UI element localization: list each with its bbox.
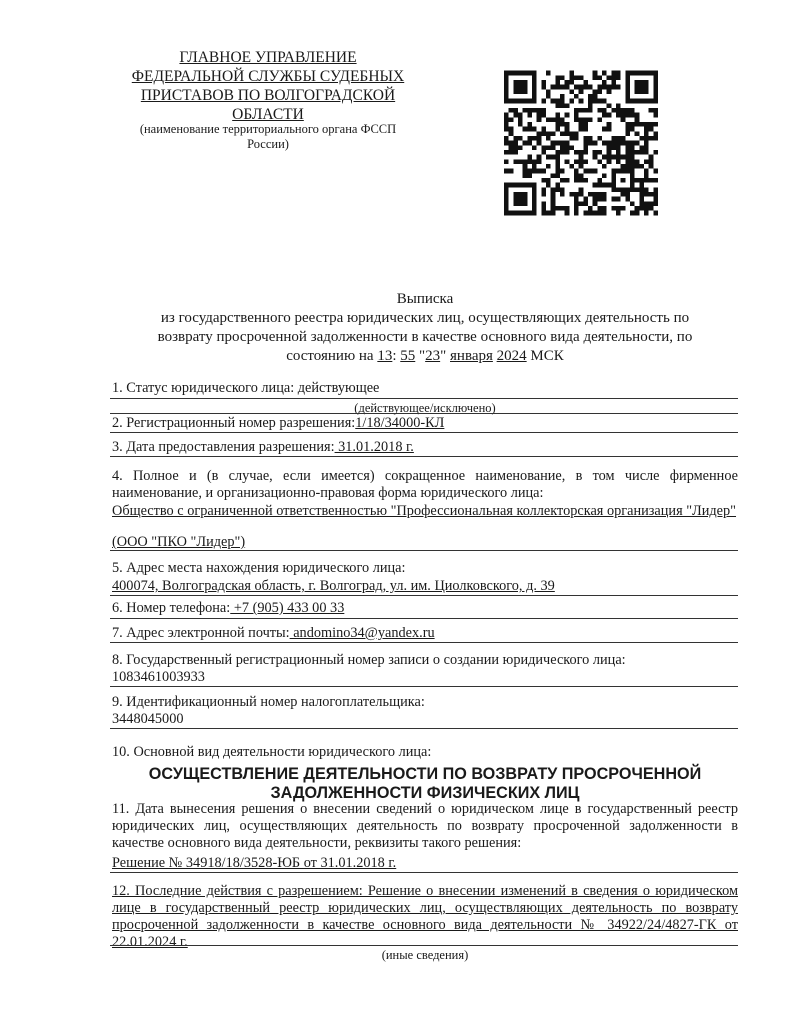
field-7-value: andomino34@yandex.ru <box>289 625 435 641</box>
state-hour: 13 <box>377 348 393 364</box>
org-line-3: ПРИСТАВОВ ПО ВОЛГОГРАДСКОЙ <box>140 87 396 104</box>
divider <box>110 618 738 619</box>
field-2-label: 2. Регистрационный номер разрешения: <box>112 415 356 431</box>
divider <box>110 872 738 873</box>
org-name <box>112 48 424 124</box>
qr-code-icon <box>504 70 658 216</box>
field-10-activity-value <box>110 765 740 803</box>
quote-close: " <box>440 348 447 364</box>
field-9-inn-value: 3448045000 <box>112 711 184 727</box>
state-month: января <box>450 348 493 364</box>
org-line-4: ОБЛАСТИ <box>232 106 304 123</box>
field-5-address-value: 400074, Волгоградская область, г. Волгоград, ул. им. Циолковского, д. 39 <box>112 578 555 594</box>
activity-line-2: ЗАДОЛЖЕННОСТИ ФИЗИЧЕСКИХ ЛИЦ <box>270 784 580 802</box>
field-10-activity-label: 10. Основной вид деятельности юридического лица: <box>112 744 432 760</box>
document-title <box>110 290 740 366</box>
divider <box>110 642 738 643</box>
org-caption-line-2: России) <box>247 137 289 151</box>
state-year: 2024 <box>496 348 527 364</box>
divider <box>110 398 738 399</box>
title-line-1: из государственного реестра юридических лиц, осуществляющих деятельность по <box>160 310 690 326</box>
state-prefix: состоянию на <box>286 348 374 364</box>
field-4-full-name: Общество с ограниченной ответственностью "Профессиональная коллекторская организация "Лидер" <box>112 503 737 519</box>
title-word: Выписка <box>396 291 454 307</box>
field-12-caption: (иные сведения) <box>381 948 469 962</box>
org-caption-line-1: (наименование территориального органа ФССП <box>139 122 397 136</box>
field-7-email <box>112 625 435 642</box>
field-1-status: 1. Статус юридического лица: действующее <box>112 380 380 396</box>
activity-line-1: ОСУЩЕСТВЛЕНИЕ ДЕЯТЕЛЬНОСТИ ПО ВОЗВРАТУ ПРОСРОЧЕННОЙ <box>148 765 702 783</box>
field-1-caption: (действующее/исключено) <box>354 401 496 415</box>
quote-open: " <box>419 348 426 364</box>
field-5-address-label: 5. Адрес места нахождения юридического лица: <box>112 560 406 576</box>
state-day: 23 <box>425 348 441 364</box>
state-minute: 55 <box>400 348 416 364</box>
divider <box>110 728 738 729</box>
org-caption <box>112 122 424 152</box>
field-3-permit-date <box>112 439 414 456</box>
divider <box>110 595 738 596</box>
divider <box>110 945 738 946</box>
field-12-last-actions: 12. Последние действия с разрешением: Решение о внесении изменений в сведения о юридическом лице в государственный реестр юридических лиц, осуществляющих деятельность по возврату просроченной задолженности в качестве основного вида деятельности № 34922/24/4827-ГК от 22.01.2024 г. <box>112 883 738 950</box>
divider <box>110 456 738 457</box>
divider <box>110 686 738 687</box>
field-6-label: 6. Номер телефона: <box>112 600 231 616</box>
divider <box>110 432 738 433</box>
title-line-2: возврату просроченной задолженности в качестве основного вида деятельности, по <box>157 329 693 345</box>
field-9-inn-label: 9. Идентификационный номер налогоплательщика: <box>112 694 425 710</box>
field-8-ogrn-value: 1083461003933 <box>112 669 205 685</box>
field-6-value: +7 (905) 433 00 33 <box>230 600 345 616</box>
divider <box>110 550 738 551</box>
field-2-value: 1/18/34000-КЛ <box>355 415 445 431</box>
field-4-short-name: (ООО "ПКО "Лидер") <box>112 534 246 550</box>
org-line-1: ГЛАВНОЕ УПРАВЛЕНИЕ <box>179 49 357 66</box>
state-tz: МСК <box>530 348 564 364</box>
state-colon: : <box>392 348 397 364</box>
field-3-value: 31.01.2018 г. <box>334 439 414 455</box>
org-line-2: ФЕДЕРАЛЬНОЙ СЛУЖБЫ СУДЕБНЫХ <box>131 68 405 85</box>
field-4-name-label: 4. Полное и (в случае, если имеется) сокращенное наименование, в том числе фирменное наименование, и организационно-правовая форма юридического лица: <box>112 468 738 501</box>
field-6-phone <box>112 600 344 617</box>
field-11-decision-label: 11. Дата вынесения решения о внесении сведений о юридическом лице в государственный реестр юридических лиц, осуществляющих деятельность по возврату просроченной задолженности в качестве основного вида деятельности, реквизиты такого решения: <box>112 801 738 851</box>
field-2-permit-number <box>112 415 444 432</box>
field-11-decision-value: Решение № 34918/18/3528-ЮБ от 31.01.2018 г. <box>112 855 397 871</box>
field-8-ogrn-label: 8. Государственный регистрационный номер записи о создании юридического лица: <box>112 652 626 668</box>
divider <box>110 413 738 414</box>
title-state-line <box>110 347 740 366</box>
field-3-label: 3. Дата предоставления разрешения: <box>112 439 335 455</box>
field-7-label: 7. Адрес электронной почты: <box>112 625 290 641</box>
